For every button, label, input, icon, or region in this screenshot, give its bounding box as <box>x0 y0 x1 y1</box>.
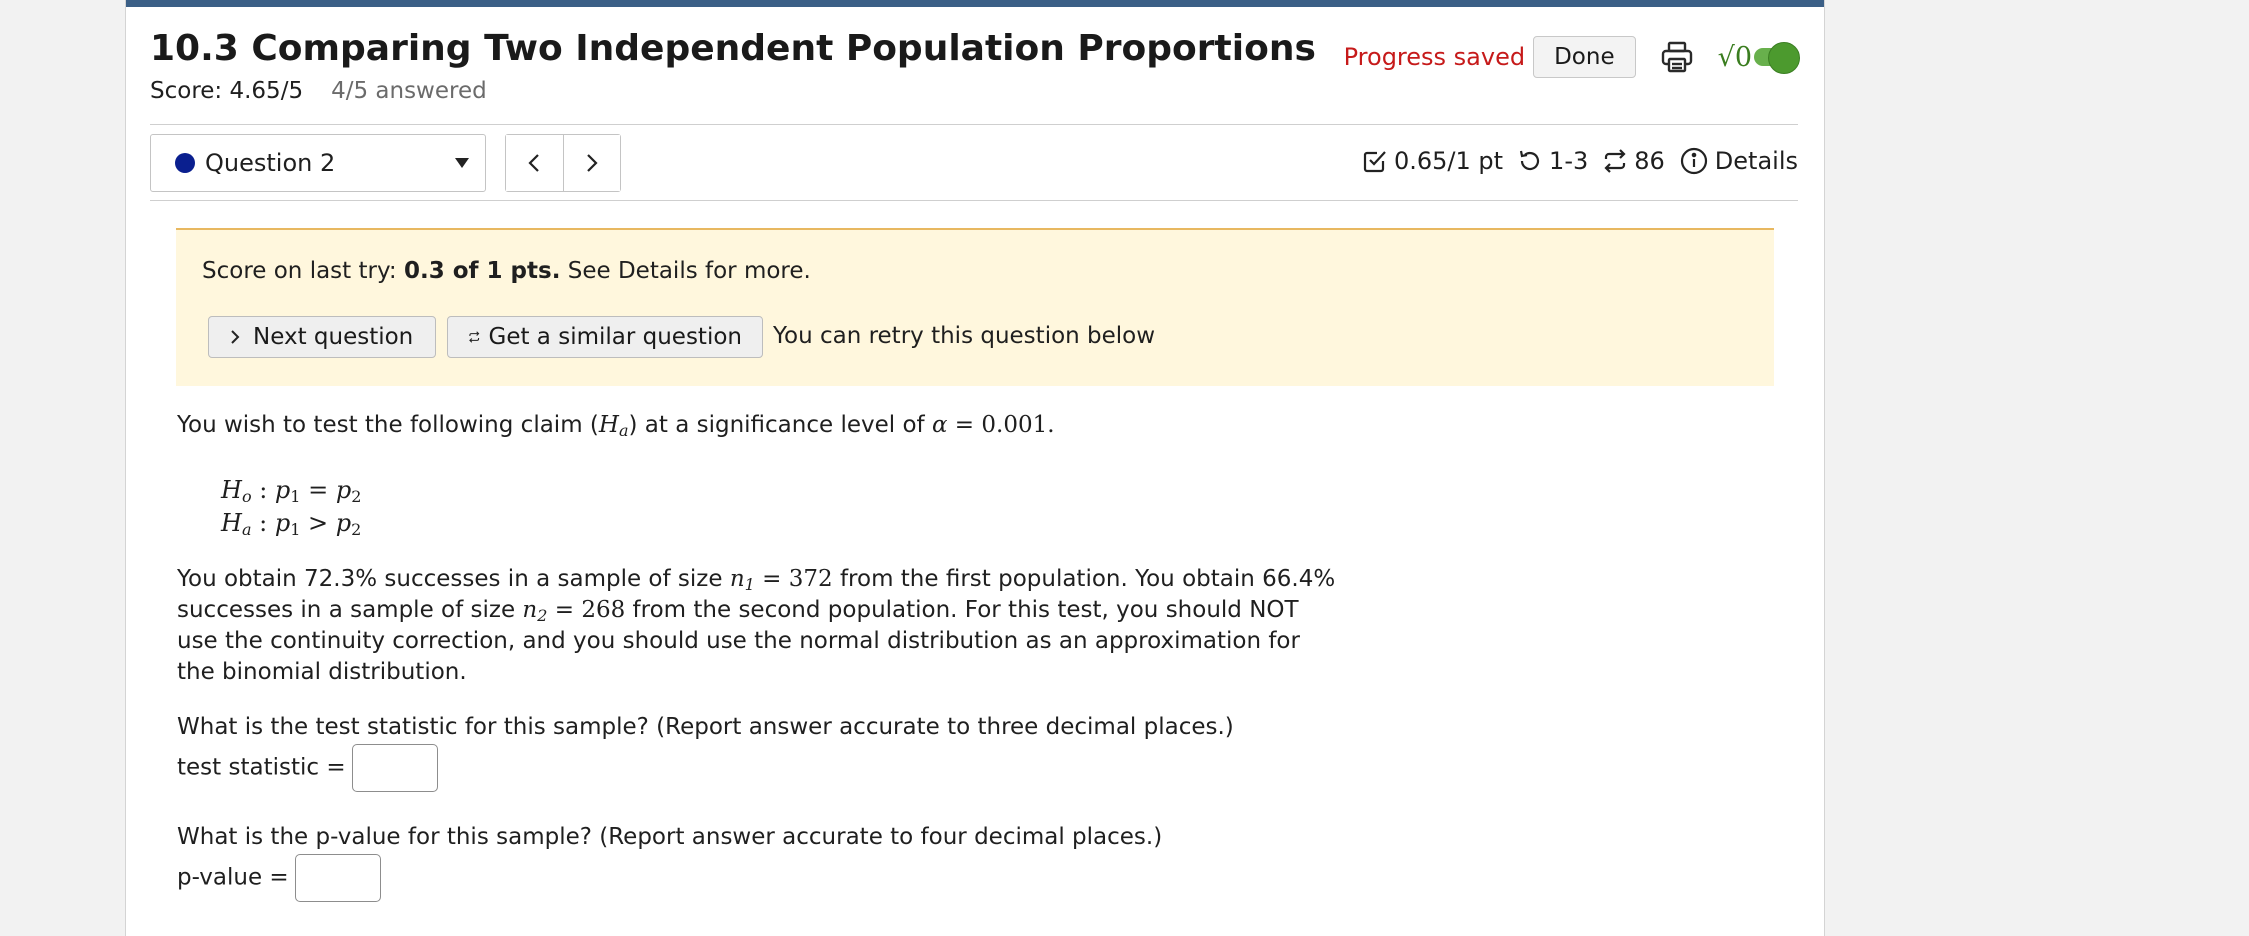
checkbox-icon <box>1362 148 1388 174</box>
null-hypothesis: $H_o$ : $p_1 = p_2$ <box>221 476 362 506</box>
divider <box>150 124 1798 125</box>
points-value: 0.65/1 pt <box>1393 147 1504 175</box>
description-text-end: from the second population. For this test, you should NOT use the continuity correction, and you should use the normal distribution as an approximation for the binomial distribution. <box>177 597 1300 685</box>
answered-count: 4/5 answered <box>331 78 487 104</box>
description-text: You obtain 72.3% successes in a sample of size <box>177 566 730 592</box>
similar-count-value: 86 <box>1634 147 1665 175</box>
n2-equals: = <box>547 597 582 623</box>
test-statistic-question: What is the test statistic for this sample? (Report answer accurate to three decimal places.) <box>177 714 1234 740</box>
last-try-suffix: See Details for more. <box>560 258 811 284</box>
p-value-label: p-value = <box>177 864 289 891</box>
n2-value: 268 <box>581 597 626 623</box>
similar-question-button[interactable] <box>447 316 763 358</box>
n2-symbol: $n_2$ <box>522 597 548 625</box>
repeat-icon <box>468 325 481 349</box>
print-icon[interactable] <box>1660 40 1694 74</box>
test-statistic-label: test statistic = <box>177 754 346 781</box>
toggle-track <box>1754 48 1794 66</box>
test-statistic-input[interactable] <box>352 744 438 792</box>
n1-equals: = <box>754 566 789 592</box>
question-meta <box>1348 146 1798 176</box>
attempts-indicator <box>1517 147 1588 175</box>
next-question-arrow-button[interactable] <box>563 135 621 191</box>
done-button[interactable]: Done <box>1533 36 1636 78</box>
question-select-label: Question 2 <box>205 149 336 177</box>
retry-icon <box>1517 148 1543 174</box>
question-pager <box>505 134 621 192</box>
p-value-row <box>177 854 381 902</box>
divider <box>150 200 1798 201</box>
attempts-value: 1-3 <box>1549 147 1589 175</box>
test-statistic-row <box>177 744 438 792</box>
details-button[interactable] <box>1679 146 1798 176</box>
alt-hypothesis-symbol: $H_a$ <box>598 412 629 440</box>
intro-text-middle: ) at a significance level of <box>628 412 932 438</box>
next-question-label: Next question <box>253 324 414 350</box>
details-label: Details <box>1714 147 1798 175</box>
p-value-question: What is the p-value for this sample? (Report answer accurate to four decimal places.) <box>177 824 1163 850</box>
alpha-value: 0.001 <box>981 412 1048 438</box>
alt-relation: > <box>308 509 329 537</box>
last-try-prefix: Score on last try: <box>202 258 404 284</box>
alpha-equals: = <box>947 412 982 438</box>
chevron-left-icon <box>527 152 541 174</box>
retry-banner <box>176 228 1774 386</box>
intro-text: You wish to test the following claim ( <box>177 412 599 438</box>
n1-symbol: $n_1$ <box>729 566 755 594</box>
question-intro <box>177 410 1055 441</box>
problem-description <box>177 564 1337 688</box>
info-icon <box>1679 146 1709 176</box>
question-select[interactable] <box>150 134 486 192</box>
last-try-score <box>202 258 811 284</box>
chevron-right-icon <box>229 328 241 346</box>
progress-saved-status: Progress saved <box>1343 43 1526 71</box>
alpha-symbol: α <box>931 412 948 438</box>
sqrt-icon: √0 <box>1717 41 1752 73</box>
score-summary <box>150 78 487 104</box>
retry-message: You can retry this question below <box>773 323 1156 349</box>
page-title: 10.3 Comparing Two Independent Population Proportions <box>150 28 1316 69</box>
math-display-toggle[interactable] <box>1718 42 1794 73</box>
n1-value: 372 <box>788 566 833 592</box>
similar-question-label: Get a similar question <box>488 324 742 350</box>
hypotheses <box>221 474 361 540</box>
next-question-button[interactable] <box>208 316 436 358</box>
top-accent-bar <box>126 0 1824 7</box>
repeat-icon <box>1602 148 1628 174</box>
null-relation: = <box>308 476 329 504</box>
last-try-points: 0.3 of 1 pts. <box>403 258 561 284</box>
question-status-dot <box>175 153 195 173</box>
description-text-middle: from the first population. You obtain 66.4% successes in a sample of size <box>177 566 1336 623</box>
alternative-hypothesis: $H_a$ : $p_1 > p_2$ <box>221 509 362 539</box>
assignment-score: Score: 4.65/5 <box>150 78 304 104</box>
toggle-knob <box>1768 42 1800 74</box>
assignment-page <box>125 0 1825 936</box>
previous-question-button[interactable] <box>506 135 563 191</box>
p-value-input[interactable] <box>295 854 381 902</box>
points-indicator <box>1362 147 1503 175</box>
caret-down-icon <box>455 158 469 168</box>
chevron-right-icon <box>585 152 599 174</box>
period: . <box>1047 412 1055 438</box>
similar-count-indicator <box>1602 147 1665 175</box>
header-actions <box>1344 36 1794 78</box>
